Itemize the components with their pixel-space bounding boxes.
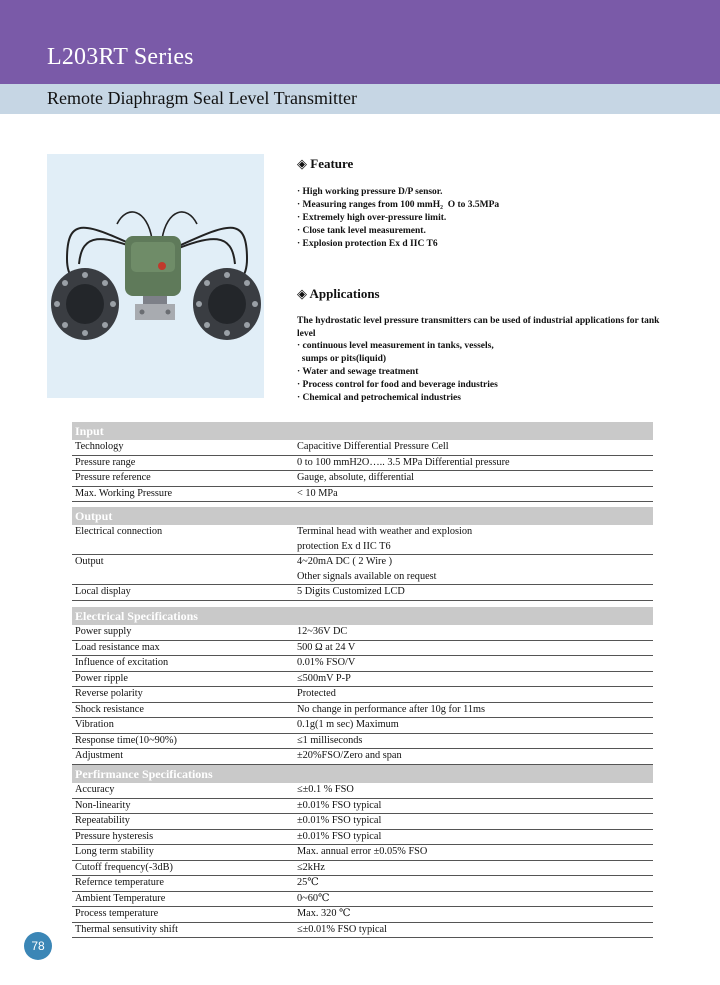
table-row <box>72 625 653 641</box>
table-row <box>72 555 653 570</box>
section-heading: Perfirmance Specifications <box>72 765 653 783</box>
spec-label: Max. Working Pressure <box>75 487 173 499</box>
table-row <box>72 718 653 734</box>
applications-list <box>297 340 677 405</box>
spec-label: Refernce temperature <box>75 877 164 888</box>
spec-label: Technology <box>75 441 124 452</box>
spec-value: 4~20mA DC ( 2 Wire ) <box>297 556 393 567</box>
series-title: L203RT Series <box>47 44 194 70</box>
spec-label: Power supply <box>75 626 132 637</box>
table-row <box>72 830 653 846</box>
spec-value: 5 Digits Customized LCD <box>297 586 405 597</box>
spec-value: 0 to 100 mmH2O….. 3.5 MPa Differential pressure <box>297 456 510 468</box>
feature-list <box>297 186 677 251</box>
input-section <box>72 422 653 502</box>
table-row <box>72 907 653 923</box>
spec-label: Output <box>75 556 104 567</box>
spec-label: Reverse polarity <box>75 688 143 699</box>
table-row <box>72 440 653 456</box>
table-row <box>72 845 653 861</box>
spec-label: Pressure range <box>75 456 136 468</box>
list-item: · Measuring ranges from 100 mmH₂ O to 3.5MPa <box>297 200 500 210</box>
spec-value: Protected <box>297 688 336 699</box>
spec-value: 25℃ <box>297 877 319 888</box>
spec-value: < 10 MPa <box>297 487 338 499</box>
spec-value: ≤500mV P-P <box>297 672 351 684</box>
spec-label: Non-linearity <box>75 799 131 811</box>
applications-heading: ◈ Applications <box>297 286 380 301</box>
list-item: · Chemical and petrochemical industries <box>297 393 461 403</box>
table-row <box>72 525 653 540</box>
spec-label: Ambient Temperature <box>75 892 166 904</box>
table-row <box>72 749 653 765</box>
spec-label: Adjustment <box>75 750 124 761</box>
page-number-badge: 78 <box>24 932 52 960</box>
table-row <box>72 703 653 719</box>
spec-value: 500 Ω at 24 V <box>297 641 356 653</box>
table-row <box>72 734 653 750</box>
spec-label: Vibration <box>75 719 114 730</box>
spec-value: ≤±0.01% FSO typical <box>297 923 387 935</box>
spec-label: Shock resistance <box>75 703 144 715</box>
list-item: · Process control for food and beverage industries <box>297 380 498 390</box>
applications-intro: The hydrostatic level pressure transmitters can be used of industrial applications for tank level <box>297 316 660 339</box>
spec-label <box>72 570 297 585</box>
top-band <box>0 0 720 84</box>
table-row <box>72 672 653 688</box>
spec-label: Load resistance max <box>75 641 160 653</box>
spec-value: ≤1 milliseconds <box>297 734 363 746</box>
table-row <box>72 892 653 908</box>
performance-section <box>72 765 653 938</box>
spec-value: Capacitive Differential Pressure Cell <box>297 441 449 452</box>
spec-value: 0.01% FSO/V <box>297 657 356 668</box>
output-section <box>72 507 653 601</box>
spec-label: Repeatability <box>75 815 130 826</box>
table-row <box>72 861 653 877</box>
spec-value: Max. 320 ℃ <box>297 908 351 919</box>
section-heading: Output <box>72 507 653 525</box>
spec-label: Long term stability <box>75 846 154 857</box>
spec-value: Gauge, absolute, differential <box>297 472 415 483</box>
spec-label: Electrical connection <box>75 526 163 537</box>
table-row <box>72 799 653 815</box>
spec-value: protection Ex d IIC T6 <box>297 540 391 552</box>
list-item: · High working pressure D/P sensor. <box>297 187 443 197</box>
table-row <box>72 641 653 657</box>
table-row <box>72 783 653 799</box>
section-heading: Input <box>72 422 653 440</box>
spec-label <box>72 540 297 555</box>
table-row <box>72 585 653 601</box>
spec-value: ≤2kHz <box>297 861 325 873</box>
table-row <box>72 570 653 586</box>
spec-value: ±20%FSO/Zero and span <box>297 750 402 761</box>
feature-heading: ◈ Feature <box>297 156 354 171</box>
electrical-section <box>72 607 653 765</box>
spec-label: Pressure hysteresis <box>75 830 154 842</box>
table-row <box>72 456 653 472</box>
spec-value: ±0.01% FSO typical <box>297 830 382 842</box>
list-item: sumps or pits(liquid) <box>297 354 387 364</box>
table-row <box>72 687 653 703</box>
spec-label: Accuracy <box>75 784 115 795</box>
spec-value: Terminal head with weather and explosion <box>297 526 473 537</box>
list-item: · Extremely high over-pressure limit. <box>297 213 447 223</box>
table-row <box>72 471 653 487</box>
table-row <box>72 656 653 672</box>
list-item: · Explosion protection Ex d IIC T6 <box>297 239 438 249</box>
spec-value: 12~36V DC <box>297 626 348 637</box>
page-subtitle: Remote Diaphragm Seal Level Transmitter <box>47 88 357 108</box>
spec-value: Other signals available on request <box>297 570 437 582</box>
section-heading: Electrical Specifications <box>72 607 653 625</box>
spec-value: 0~60℃ <box>297 892 330 904</box>
spec-value: ±0.01% FSO typical <box>297 799 382 811</box>
spec-value: 0.1g(1 m sec) Maximum <box>297 719 399 730</box>
spec-value: ≤±0.1 % FSO <box>297 784 354 795</box>
spec-label: Local display <box>75 586 131 597</box>
spec-value: Max. annual error ±0.05% FSO <box>297 846 428 857</box>
table-row <box>72 814 653 830</box>
spec-value: ±0.01% FSO typical <box>297 815 382 826</box>
spec-value: No change in performance after 10g for 11ms <box>297 703 486 715</box>
list-item: · Water and sewage treatment <box>297 367 419 377</box>
spec-label: Thermal sensutivity shift <box>75 923 178 935</box>
spec-label: Cutoff frequency(-3dB) <box>75 861 173 873</box>
spec-label: Process temperature <box>75 908 159 919</box>
table-row <box>72 487 653 503</box>
product-photo <box>47 154 264 398</box>
spec-label: Response time(10~90%) <box>75 734 177 746</box>
spec-label: Influence of excitation <box>75 657 169 668</box>
list-item: · Close tank level measurement. <box>297 226 426 236</box>
table-row <box>72 540 653 556</box>
spec-label: Power ripple <box>75 672 128 684</box>
table-row <box>72 876 653 892</box>
table-row <box>72 923 653 939</box>
spec-label: Pressure reference <box>75 472 151 483</box>
list-item: · continuous level measurement in tanks, vessels, <box>297 341 494 351</box>
